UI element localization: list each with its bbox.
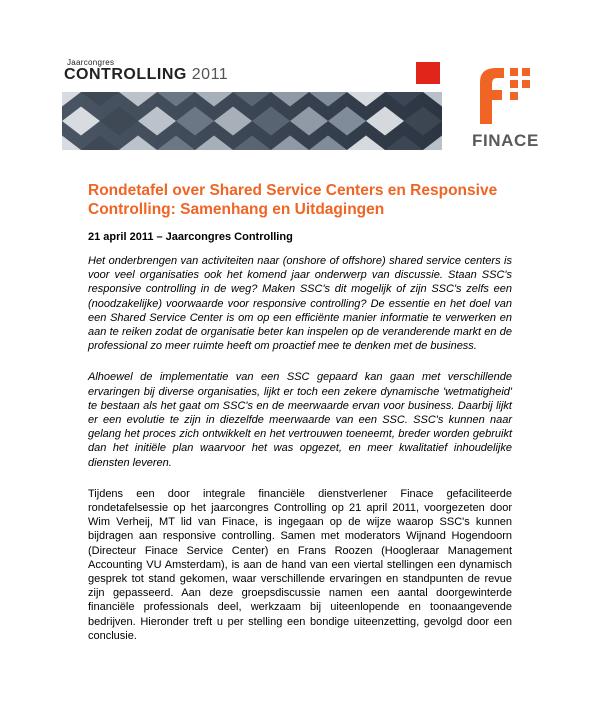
diamond-pattern-banner-icon bbox=[62, 92, 442, 150]
finace-logo-icon bbox=[470, 62, 540, 124]
event-subtitle: Jaarcongres bbox=[67, 58, 115, 67]
article-dateline: 21 april 2011 – Jaarcongres Controlling bbox=[88, 231, 293, 243]
event-title: CONTROLLING bbox=[64, 66, 187, 83]
event-title-block bbox=[64, 66, 228, 84]
intro-paragraph: Het onderbrengen van activiteiten naar (onshore of offshore) shared service centers is voor veel organisaties ook het komend jaar onderwerp van discussie. Staan SSC's responsive controlling in de weg? Maken SSC's dit mogelijk of zijn SSC's zelfs een (noodzakelijke) voorwaarde voor responsive controlling? De essentie en het doel van een Shared Service Center is om op een efficiënte manier informatie te verwerken en aan te reiken zodat de organisatie beter kan inspelen op de veranderende markt en de professional zo meer ruimte heeft om proactief mee te denken met de business. bbox=[88, 255, 512, 353]
body-paragraph: Tijdens een door integrale financiële dienstverlener Finace gefaciliteerde rondetafelsessie op het jaarcongres Controlling op 21 april 2011, voorgezeten door Wim Verheij, MT lid van Finace, is ingegaan op de wijze waarop SSC's kunnen bijdragen aan responsive controlling. Samen met moderators Wijnand Hogendoorn (Directeur Finace Service Center) en Frans Roozen (Hoogleraar Management Accounting VU Amsterdam), is aan de hand van een viertal stellingen een dynamisch gesprek tot stand gekomen, waar verschillende ervaringen en standpunten de revue zijn gepasseerd. Aan deze groepsdiscussie namen een aantal doorgewinterde financiële professionals deel, werkzaam bij uiteenlopende en toonaangevende bedrijven. Hieronder treft u per stelling een bondige uiteenzetting, gevolgd door een conclusie. bbox=[88, 487, 512, 642]
second-paragraph: Alhoewel de implementatie van een SSC gepaard kan gaan met verschillende ervaringen bij diverse organisaties, lijkt er toch een zekere dynamische 'wetmatigheid' te bestaan als het gaat om SSC's en de meerwaarde ervan voor business. Daarbij lijkt er een evolutie te zijn in diezelfde meerwaarde van een SSC. SSC's kunnen naar gelang het proces zich ontwikkelt en het vertrouwen toeneemt, breder worden gebruikt dan het initiële plan waarvoor het was opgezet, en meer kwalitatief inhoudelijke diensten leveren. bbox=[88, 371, 512, 469]
red-publisher-logo-icon bbox=[416, 62, 440, 84]
event-year: 2011 bbox=[191, 66, 229, 83]
article bbox=[88, 181, 512, 660]
finace-logo-text: FINACE bbox=[472, 131, 539, 150]
article-title: Rondetafel over Shared Service Centers en Responsive Controlling: Samenhang en Uitdagingen bbox=[88, 182, 498, 218]
document-header bbox=[0, 0, 602, 170]
